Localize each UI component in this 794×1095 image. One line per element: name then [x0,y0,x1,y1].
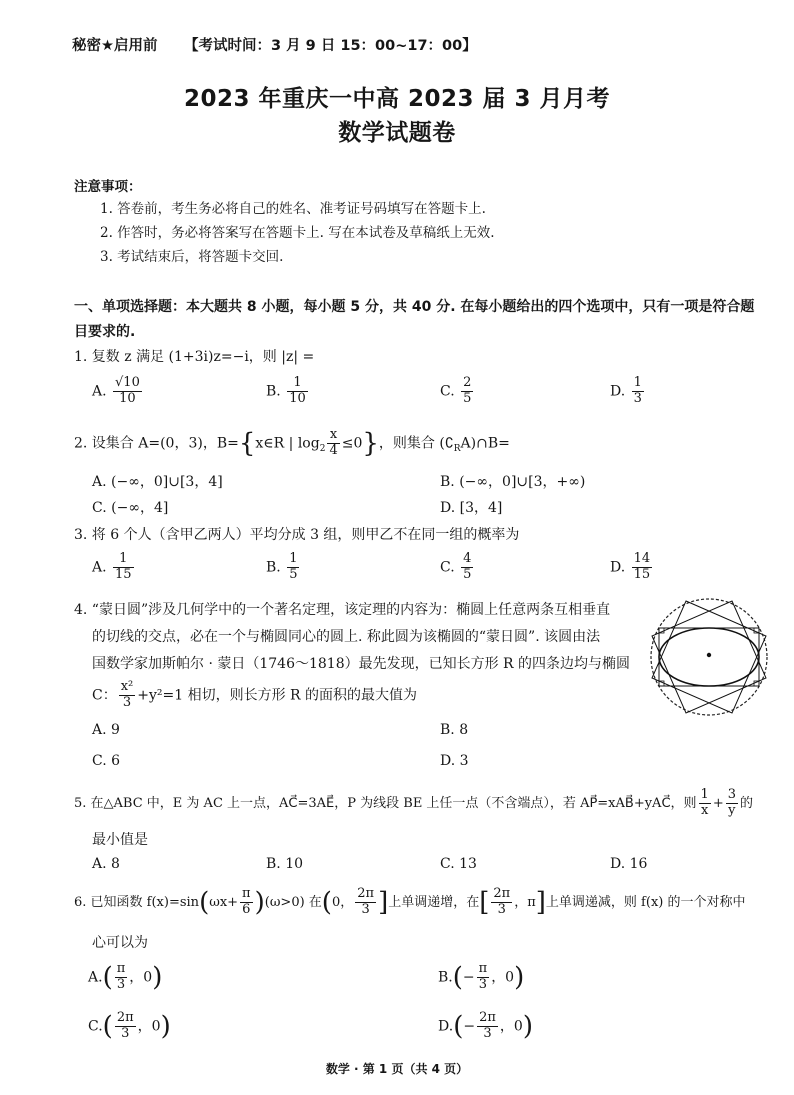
q5-option-b: B. 10 [266,856,304,872]
section-heading: 一、单项选择题：本大题共 8 小题，每小题 5 分，共 40 分. 在每小题给出的四个选项中，只有一项是符合题 [74,299,755,315]
q4-option-d: D. 3 [440,753,469,769]
question-5-stem: 5. 在△ABC 中，E 为 AC 上一点，AC⃗=3AE⃗，P 为线段 BE 上任一点（不含端点），若 AP⃗=xAB⃗+yAC⃗，则 $\frac{1}{x}$ + $\frac{3}{y}$ 的 [74,787,754,818]
q4-option-b: B. 8 [440,722,469,738]
question-1-stem: 1. 复数 z 满足 (1+3i)z=−i，则 |z| = [74,349,315,365]
q1-option-d: D. $\frac{1}{3}$ [610,375,642,406]
q6-option-d: D.(− $\frac{2\pi}{3}$ ，0) [438,1010,533,1042]
notice-item: 1. 答卷前，考生务必将自己的姓名、准考证号码填写在答题卡上. [100,201,486,217]
q3-option-a: A. $\frac{1}{15}$ [92,551,132,582]
question-4-line: C： $\frac{\text{x²}}{3}$ +y²=1 相切，则长方形 R 的面积的最大值为 [92,679,418,710]
exam-title: 2023 年重庆一中高 2023 届 3 月月考 [183,86,611,112]
question-2-stem: 2. 设集合 A=(0，3)，B={x∈R | $\log_2$ $\frac{x}{4}$ ≤0}，则集合 $(∁_RA)\cap B=$ [74,427,510,459]
q2-option-a: A. (−∞，0]∪[3，4] [92,474,223,490]
question-4-line: 4. “蒙日圆”涉及几何学中的一个著名定理，该定理的内容为：椭圆上任意两条互相垂直 [74,602,611,618]
q3-option-b: B. $\frac{1}{5}$ [266,551,298,582]
question-3-stem: 3. 将 6 个人（含甲乙两人）平均分成 3 组，则甲乙不在同一组的概率为 [74,527,520,543]
q5-option-d: D. 16 [610,856,648,872]
notice-heading: 注意事项： [74,179,142,195]
q3-option-d: D. $\frac{14}{15}$ [610,551,651,582]
q2-option-d: D. [3，4] [440,500,503,516]
q4-option-a: A. 9 [92,722,120,738]
q2-option-b: B. (−∞，0]∪[3，+∞) [440,474,586,490]
q6-option-a: A.( $\frac{\pi}{3}$ ，0) [88,961,163,993]
exam-time: 【考试时间：3 月 9 日 15：00~17：00】 [184,38,477,54]
section-heading-cont: 目要求的. [74,324,136,340]
question-6-line: 心可以为 [92,935,148,951]
page-number: 数学 · 第 1 页（共 4 页） [325,1062,469,1076]
question-6-stem: 6. 已知函数 f(x)=sin(ωx+ $\frac{\pi}{6}$ )(ω>0) 在(0， $\frac{2\pi}{3}$ ]上单调递增，在[ $\frac{2\pi}{3}$ ，π]上单调递减，则 f(x) 的一个对称中 [74,886,746,918]
q6-option-c: C.( $\frac{2\pi}{3}$ ，0) [88,1010,171,1042]
q5-option-c: C. 13 [440,856,477,872]
q1-option-b: B. $\frac{1}{10}$ [266,375,306,406]
question-4-line: 的切线的交点，必在一个与椭圆同心的圆上. 称此圆为该椭圆的“蒙日圆”. 该圆由法 [92,629,601,645]
q5-option-a: A. 8 [92,856,120,872]
q3-option-c: C. $\frac{4}{5}$ [440,551,472,582]
confidential-label: 秘密★启用前 [72,38,158,54]
notice-item: 3. 考试结束后，将答题卡交回. [100,249,284,265]
q1-option-c: C. $\frac{2}{5}$ [440,375,472,406]
q4-option-c: C. 6 [92,753,121,769]
exam-subtitle: 数学试题卷 [338,120,456,146]
question-4-line: 国数学家加斯帕尔 · 蒙日（1746～1818）最先发现，已知长方形 R 的四条边均与椭圆 [92,656,631,672]
q1-option-a: A. $\frac{√10}{10}$ [92,375,140,406]
monge-circle-figure [646,598,772,720]
question-5-line: 最小值是 [92,832,148,848]
notice-item: 2. 作答时，务必将答案写在答题卡上. 写在本试卷及草稿纸上无效. [100,225,495,241]
q6-option-b: B.(− $\frac{\pi}{3}$ ，0) [438,961,525,993]
q2-option-c: C. (−∞，4] [92,500,169,516]
center-point [707,653,711,657]
